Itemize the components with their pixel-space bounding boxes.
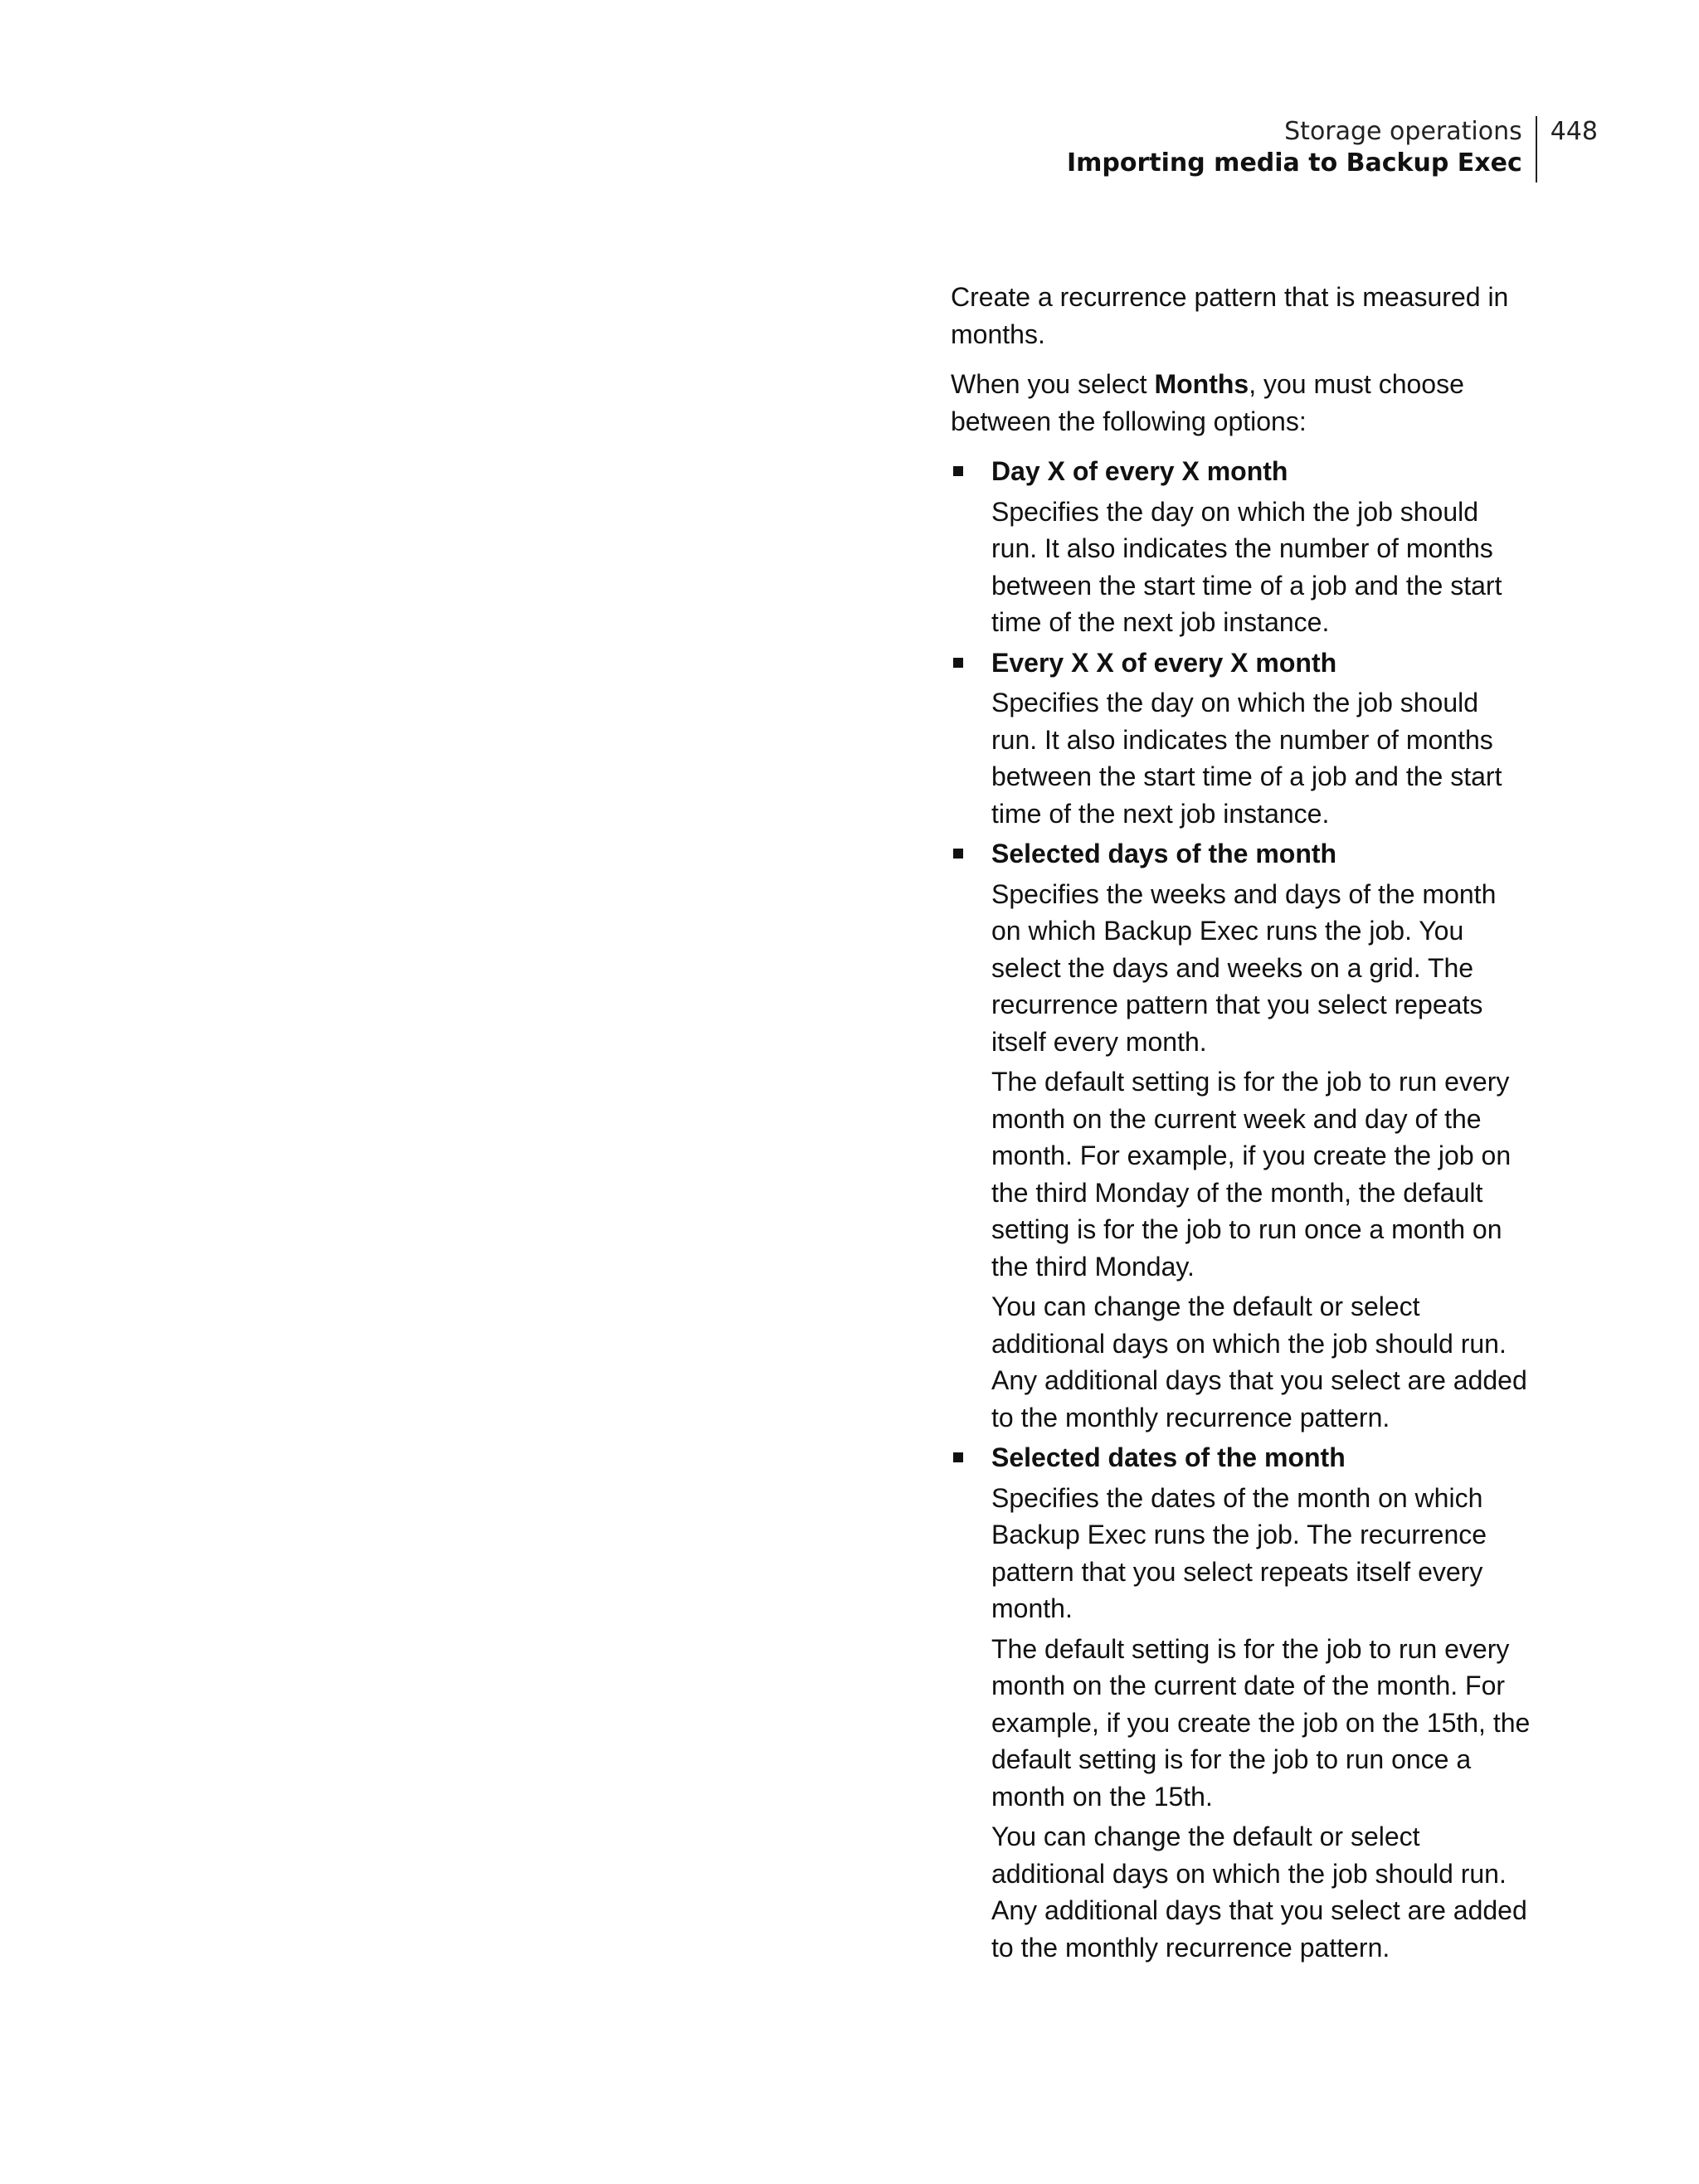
main-content	[951, 279, 1531, 1969]
option-selected-dates-of-the-month	[951, 1439, 1531, 1966]
options-intro-paragraph	[951, 366, 1531, 440]
months-term: Months	[1154, 369, 1249, 399]
option-description: Specifies the dates of the month on which Backup Exec runs the job. The recurrence pattern that you select repeats itself every month.	[991, 1482, 1487, 1623]
options-intro-text-end: , you must choose between the following options:	[951, 369, 1464, 436]
page-header	[1067, 114, 1598, 182]
running-header	[1067, 114, 1536, 179]
option-every-x-x-of-every-x-month	[951, 644, 1531, 833]
square-bullet-icon	[953, 658, 963, 668]
options-intro-text-start: When you select	[951, 369, 1155, 399]
option-default-setting: The default setting is for the job to run every month on the current date of the month. For example, if you create the job on the 15th, the default setting is for the job to run once a month on the 15th.	[991, 1633, 1531, 1812]
option-description: Specifies the day on which the job should run. It also indicates the number of months between the start time of a job and the start time of the next job instance.	[991, 688, 1502, 829]
option-title: Selected days of the month	[991, 839, 1337, 868]
section-title: Storage operations	[1284, 117, 1522, 146]
option-change-default: You can change the default or select additional days on which the job should run. Any additional days that you select are added to the monthly recurrence pattern.	[991, 1291, 1527, 1432]
option-title: Selected dates of the month	[991, 1442, 1346, 1472]
page-number: 448	[1550, 117, 1598, 146]
option-title: Every X X of every X month	[991, 647, 1337, 678]
option-day-x-of-every-x-month	[951, 453, 1531, 641]
option-description: Specifies the weeks and days of the month on which Backup Exec runs the job. You select the days and weeks on a grid. The recurrence pattern that you select repeats itself every month.	[991, 878, 1497, 1057]
option-description: Specifies the day on which the job should run. It also indicates the number of months between the start time of a job and the start time of the next job instance.	[991, 496, 1502, 637]
recurrence-options-list	[951, 453, 1531, 1966]
option-change-default: You can change the default or select additional days on which the job should run. Any additional days that you select are added to the monthly recurrence pattern.	[991, 1822, 1527, 1963]
square-bullet-icon	[953, 849, 963, 859]
topic-title: Importing media to Backup Exec	[1066, 148, 1522, 178]
option-title: Day X of every X month	[991, 456, 1288, 486]
square-bullet-icon	[953, 1452, 963, 1462]
option-selected-days-of-the-month	[951, 835, 1531, 1436]
square-bullet-icon	[953, 466, 963, 476]
option-default-setting: The default setting is for the job to run every month on the current week and day of the month. For example, if you create the job on the third Monday of the month, the default setting is for the job to run once a month on the third Monday.	[991, 1067, 1512, 1282]
intro-paragraph: Create a recurrence pattern that is measured in months.	[951, 282, 1509, 349]
